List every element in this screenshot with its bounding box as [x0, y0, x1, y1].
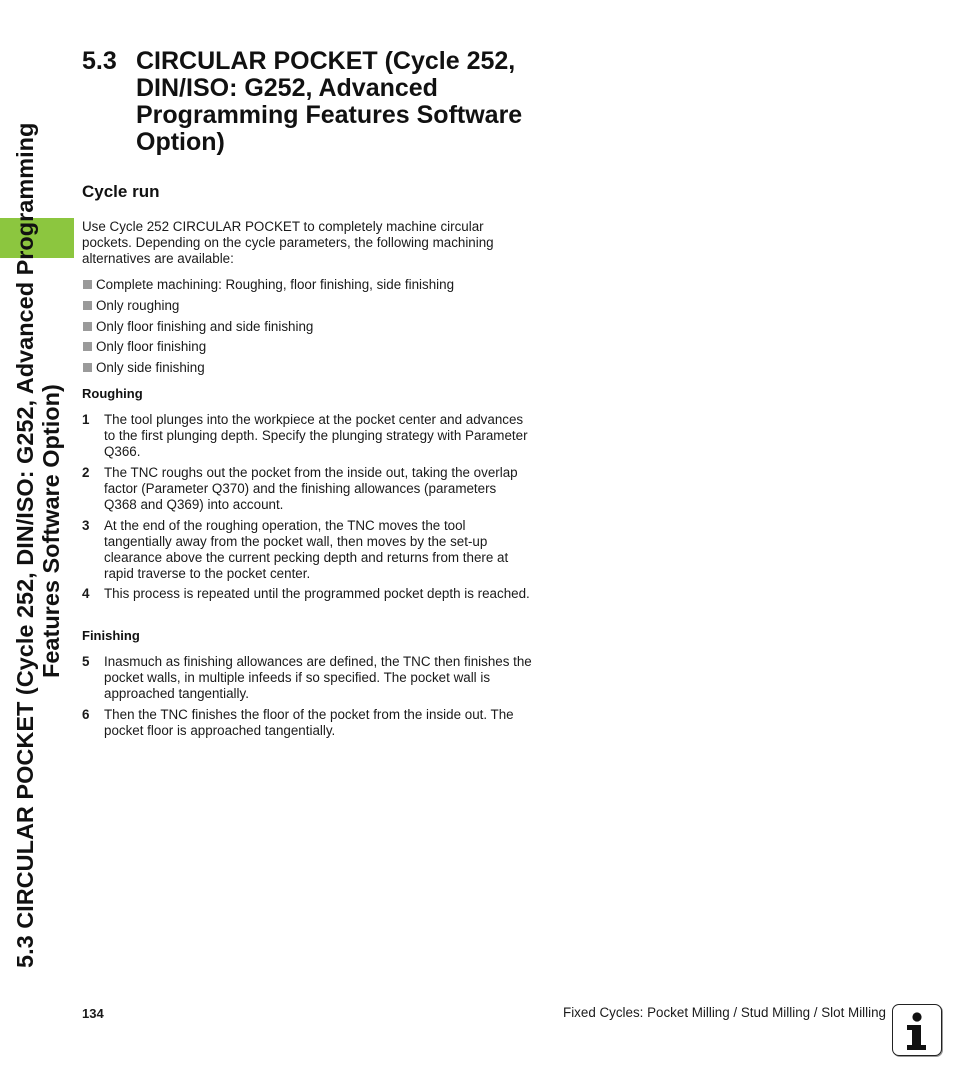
finishing-label: Finishing	[82, 628, 140, 643]
sidebar-title-line2: Features Software Option)	[38, 384, 64, 678]
roughing-label: Roughing	[82, 386, 143, 401]
bullet-square-icon	[83, 301, 92, 310]
section-number: 5.3	[82, 47, 117, 75]
bullet-square-icon	[83, 280, 92, 289]
finishing-steps	[82, 654, 532, 744]
sidebar-title	[12, 48, 64, 968]
step-item: 1 The tool plunges into the workpiece at the pocket center and advances to the first plunging depth. Specify the plunging strategy with Parameter Q366.	[82, 412, 528, 459]
section-title: CIRCULAR POCKET (Cycle 252, DIN/ISO: G252, Advanced Programming Features Software Option)	[136, 47, 523, 156]
alternatives-list	[82, 277, 542, 381]
step-item: 4 This process is repeated until the programmed pocket depth is reached.	[82, 586, 530, 601]
list-item: Complete machining: Roughing, floor finishing, side finishing	[82, 277, 542, 298]
step-item: 6 Then the TNC finishes the floor of the pocket from the inside out. The pocket floor is approached tangentially.	[82, 707, 514, 738]
bullet-square-icon	[83, 342, 92, 351]
list-item: Only roughing	[82, 298, 542, 319]
bullet-square-icon	[83, 363, 92, 372]
step-item: 3 At the end of the roughing operation, the TNC moves the tool tangentially away from the pocket wall, then moves by the set-up clearance above the current pecking depth and returns from there at rapid traverse to the pocket center.	[82, 518, 509, 581]
page-number: 134	[82, 1006, 104, 1021]
list-item: Only floor finishing and side finishing	[82, 319, 542, 340]
intro-paragraph: Use Cycle 252 CIRCULAR POCKET to completely machine circular pockets. Depending on the cycle parameters, the following machining alternatives are available:	[82, 219, 494, 266]
bullet-square-icon	[83, 322, 92, 331]
subheading: Cycle run	[82, 182, 160, 201]
chapter-footer: Fixed Cycles: Pocket Milling / Stud Milling / Slot Milling	[563, 1005, 886, 1020]
info-icon	[892, 1004, 942, 1056]
roughing-steps	[82, 412, 532, 623]
sidebar-title-line1: 5.3 CIRCULAR POCKET (Cycle 252, DIN/ISO: G252, Advanced Programming	[12, 122, 38, 968]
step-item: 5 Inasmuch as finishing allowances are defined, the TNC then finishes the pocket walls, in multiple infeeds if so specified. The pocket wall is approached tangentially.	[82, 654, 532, 701]
list-item: Only floor finishing	[82, 339, 542, 360]
step-item: 2 The TNC roughs out the pocket from the inside out, taking the overlap factor (Parameter Q370) and the finishing allowances (parameters Q368 and Q369) into account.	[82, 465, 518, 512]
list-item: Only side finishing	[82, 360, 542, 381]
